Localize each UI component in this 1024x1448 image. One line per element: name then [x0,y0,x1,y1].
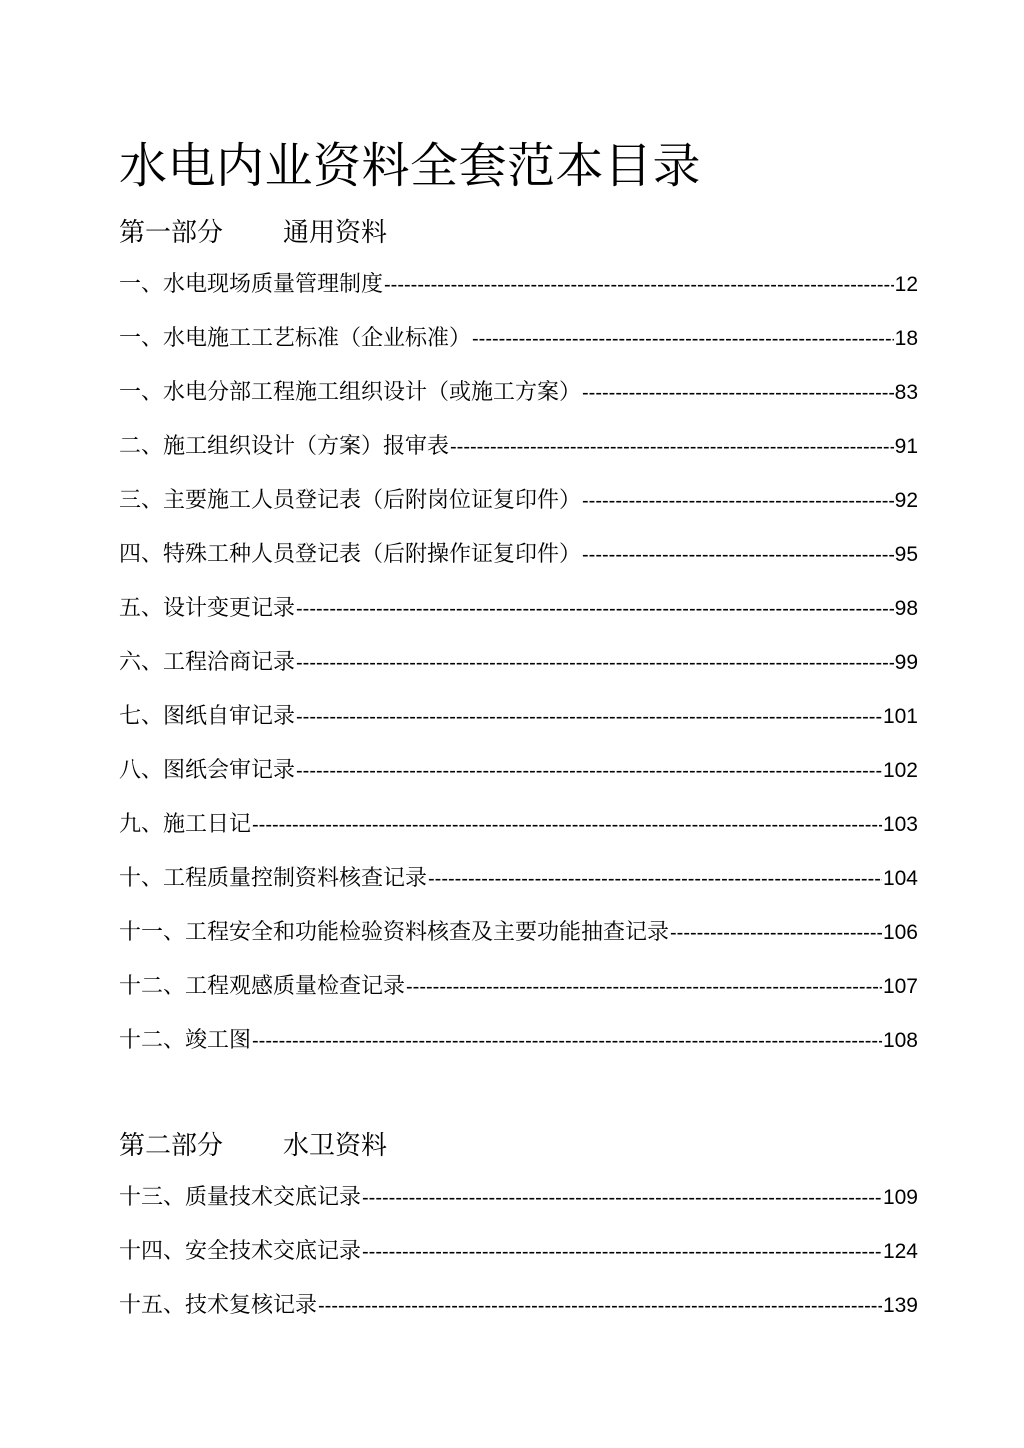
dot-leader [318,1291,882,1321]
toc-entry[interactable] [119,1026,918,1080]
part-name: 通用资料 [283,218,388,248]
dot-leader [406,972,882,1002]
toc-list-part-1 [119,270,918,1080]
toc-page-number: 101 [882,705,918,728]
dot-leader [296,702,882,732]
toc-entry-label: 十、工程质量控制资料核查记录 [119,866,428,891]
toc-entry[interactable] [119,702,918,756]
toc-entry[interactable] [119,1291,918,1345]
toc-page-number: 109 [882,1186,918,1209]
toc-entry-label: 八、图纸会审记录 [119,758,296,783]
toc-page-number: 83 [894,381,918,404]
toc-entry-label: 一、水电施工工艺标准（企业标准） [119,326,472,351]
toc-page-number: 92 [894,489,918,512]
dot-leader [252,1026,882,1056]
toc-entry[interactable] [119,540,918,594]
toc-page-number: 95 [894,543,918,566]
toc-page-number: 103 [882,813,918,836]
toc-entry-label: 三、主要施工人员登记表（后附岗位证复印件） [119,488,582,513]
toc-entry-label: 九、施工日记 [119,812,252,837]
toc-entry[interactable] [119,864,918,918]
part-label: 第二部分 [119,1131,224,1161]
toc-entry-label: 六、工程洽商记录 [119,650,296,675]
toc-entry[interactable] [119,972,918,1026]
toc-entry[interactable] [119,324,918,378]
part-heading [119,1129,387,1163]
toc-entry[interactable] [119,378,918,432]
toc-entry-label: 十一、工程安全和功能检验资料核查及主要功能抽查记录 [119,920,670,945]
dot-leader [472,324,894,354]
dot-leader [428,864,882,894]
toc-entry[interactable] [119,486,918,540]
dot-leader [296,648,894,678]
toc-page-number: 139 [882,1294,918,1317]
toc-entry-label: 五、设计变更记录 [119,596,296,621]
toc-entry[interactable] [119,810,918,864]
toc-page-number: 106 [882,921,918,944]
toc-entry[interactable] [119,1237,918,1291]
toc-entry[interactable] [119,432,918,486]
toc-entry-label: 一、水电现场质量管理制度 [119,272,384,297]
part-label: 第一部分 [119,218,224,248]
toc-entry[interactable] [119,756,918,810]
dot-leader [362,1237,882,1267]
toc-page-number: 12 [894,273,918,296]
toc-entry-label: 十二、竣工图 [119,1028,252,1053]
part-heading [119,216,387,250]
toc-page-number: 102 [882,759,918,782]
toc-entry-label: 二、施工组织设计（方案）报审表 [119,434,450,459]
toc-page-number: 124 [882,1240,918,1263]
dot-leader [384,270,894,300]
toc-entry[interactable] [119,918,918,972]
part-name: 水卫资料 [283,1131,388,1161]
toc-page-number: 104 [882,867,918,890]
toc-entry[interactable] [119,648,918,702]
dot-leader [670,918,882,948]
toc-entry-label: 十三、质量技术交底记录 [119,1185,362,1210]
toc-page-number: 99 [894,651,918,674]
toc-entry[interactable] [119,270,918,324]
toc-page-number: 18 [894,327,918,350]
toc-list-part-2 [119,1183,918,1345]
toc-entry-label: 一、水电分部工程施工组织设计（或施工方案） [119,380,582,405]
dot-leader [582,540,894,570]
dot-leader [252,810,882,840]
toc-entry[interactable] [119,594,918,648]
dot-leader [450,432,894,462]
dot-leader [582,486,894,516]
document-title: 水电内业资料全套范本目录 [119,138,702,194]
dot-leader [296,594,894,624]
toc-entry-label: 十四、安全技术交底记录 [119,1239,362,1264]
toc-page-number: 108 [882,1029,918,1052]
toc-page-number: 98 [894,597,918,620]
toc-entry[interactable] [119,1183,918,1237]
dot-leader [582,378,894,408]
dot-leader [362,1183,882,1213]
toc-entry-label: 十二、工程观感质量检查记录 [119,974,406,999]
toc-entry-label: 四、特殊工种人员登记表（后附操作证复印件） [119,542,582,567]
dot-leader [296,756,882,786]
toc-page-number: 91 [894,435,918,458]
toc-entry-label: 十五、技术复核记录 [119,1293,318,1318]
toc-page-number: 107 [882,975,918,998]
toc-entry-label: 七、图纸自审记录 [119,704,296,729]
